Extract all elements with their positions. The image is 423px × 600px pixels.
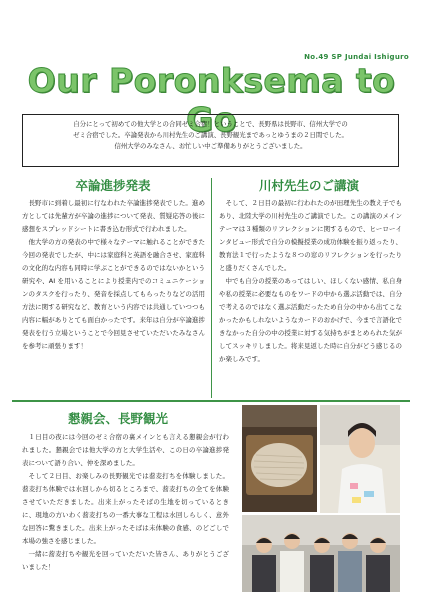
soba-photo <box>242 405 317 512</box>
intro-line: 自分にとって初めての他大学との合同ゼミ合宿！ということで、長野県は長野市、信州大学での <box>73 120 348 128</box>
section-divider <box>12 400 410 402</box>
paragraph: 他大学の方の発表の中で様々なテーマに触れることができた今回の発表でしたが、中には家庭科と英語を融合させ、家庭科の文化的な内容も同時に学ぶことができるのではないかという研究や、AI を用いることにより授業内でのコミュニケーションのタスクを行ったり、発音を採点してもらったりなどの活用方法に関する研究など、教育という内容では共通していつつも内容に幅がありとても面白かったです。来年は自分が卒論進捗発表を行う立場ということで今回見させていただいたみなさんを参考に頑張ります！ <box>22 238 205 350</box>
paragraph: そして、２日目の最初に行われたのが田理先生の教え子でもあり、北陸大学の川村先生のご講演でした。この講演のメインテーマは３種類のリフレクションに関するもので、ヒーローインタビュー形式で自分の模擬授業の成功体験を振り返ったり、教育法１で行ったような８つの窓のリフレクションを行ったりと盛りだくさんでした。 <box>219 199 402 272</box>
lecture-text <box>219 197 402 366</box>
student-photo <box>320 405 400 513</box>
intro-box <box>22 114 399 167</box>
paragraph: 中でも自分の授業のあってはしい、ほしくない感情、私自身や私の授業に必要なものをワードの中から選ぶ活動では、自分で考えるのではなく選ぶ活動だったため自分の中から出てこなかったかもしれないようなカードのおかげで、今まで言語化できなかった自分の中の授業に対する気持ちがまとめられた気がしてスッキリしました。将来見返した時に自分がどう感じるのか楽しみです。 <box>219 277 402 363</box>
intro-line: 信州大学のみなさん、お忙しい中ご準備ありがとうございました。 <box>114 142 307 150</box>
section-title-thesis-progress: 卒論進捗発表 <box>75 178 151 193</box>
social-sightseeing-text <box>22 431 229 574</box>
intro-line: ゼミ合宿でした。卒論発表から川村先生のご講演、長野観光まであっとゆうまの２日間でした。 <box>73 131 348 139</box>
group-photo <box>242 515 400 592</box>
section-title-social-sightseeing: 懇親会、長野観光 <box>68 411 169 426</box>
paragraph: 長野市に到着し最初に行なわれた卒論進捗発表でした。進め方としては先輩方が卒論の進捗について発表、質疑応答の後に感想をスプレッドシートに書き込む形式で行われました。 <box>22 199 205 233</box>
thesis-progress-text <box>22 197 205 353</box>
issue-number: No.49 SP Jundai Ishiguro <box>304 53 409 61</box>
column-divider <box>211 178 212 398</box>
section-title-lecture: 川村先生のご講演 <box>258 178 359 193</box>
paragraph: １日目の夜には今回のゼミ合宿の裏メインとも言える懇親会が行われました。懇親会では他大学の方と大学生活や、この日の卒論進捗発表について語り合い、仲を深めました。 <box>22 433 229 467</box>
paragraph: 一緒に蕎麦打ちや観光を回っていただいた皆さん、ありがとうございました！ <box>22 550 229 571</box>
paragraph: そして２日目、お楽しみの長野観光では蕎麦打ちを体験しました。蕎麦打ち体験では水回しから切るところまで、蕎麦打ちの全てを体験させていただきました。出来上がったそばの生地を切っているときに、現地の方いわく蕎麦打ちの一番大事な工程は水回しらしく、意外な回答に驚きました。出来上がったそばは未体験の食感、のどごしで本場の強さを感じました。 <box>22 472 229 545</box>
newsletter-title: Our Poronksema to Go <box>27 61 396 139</box>
